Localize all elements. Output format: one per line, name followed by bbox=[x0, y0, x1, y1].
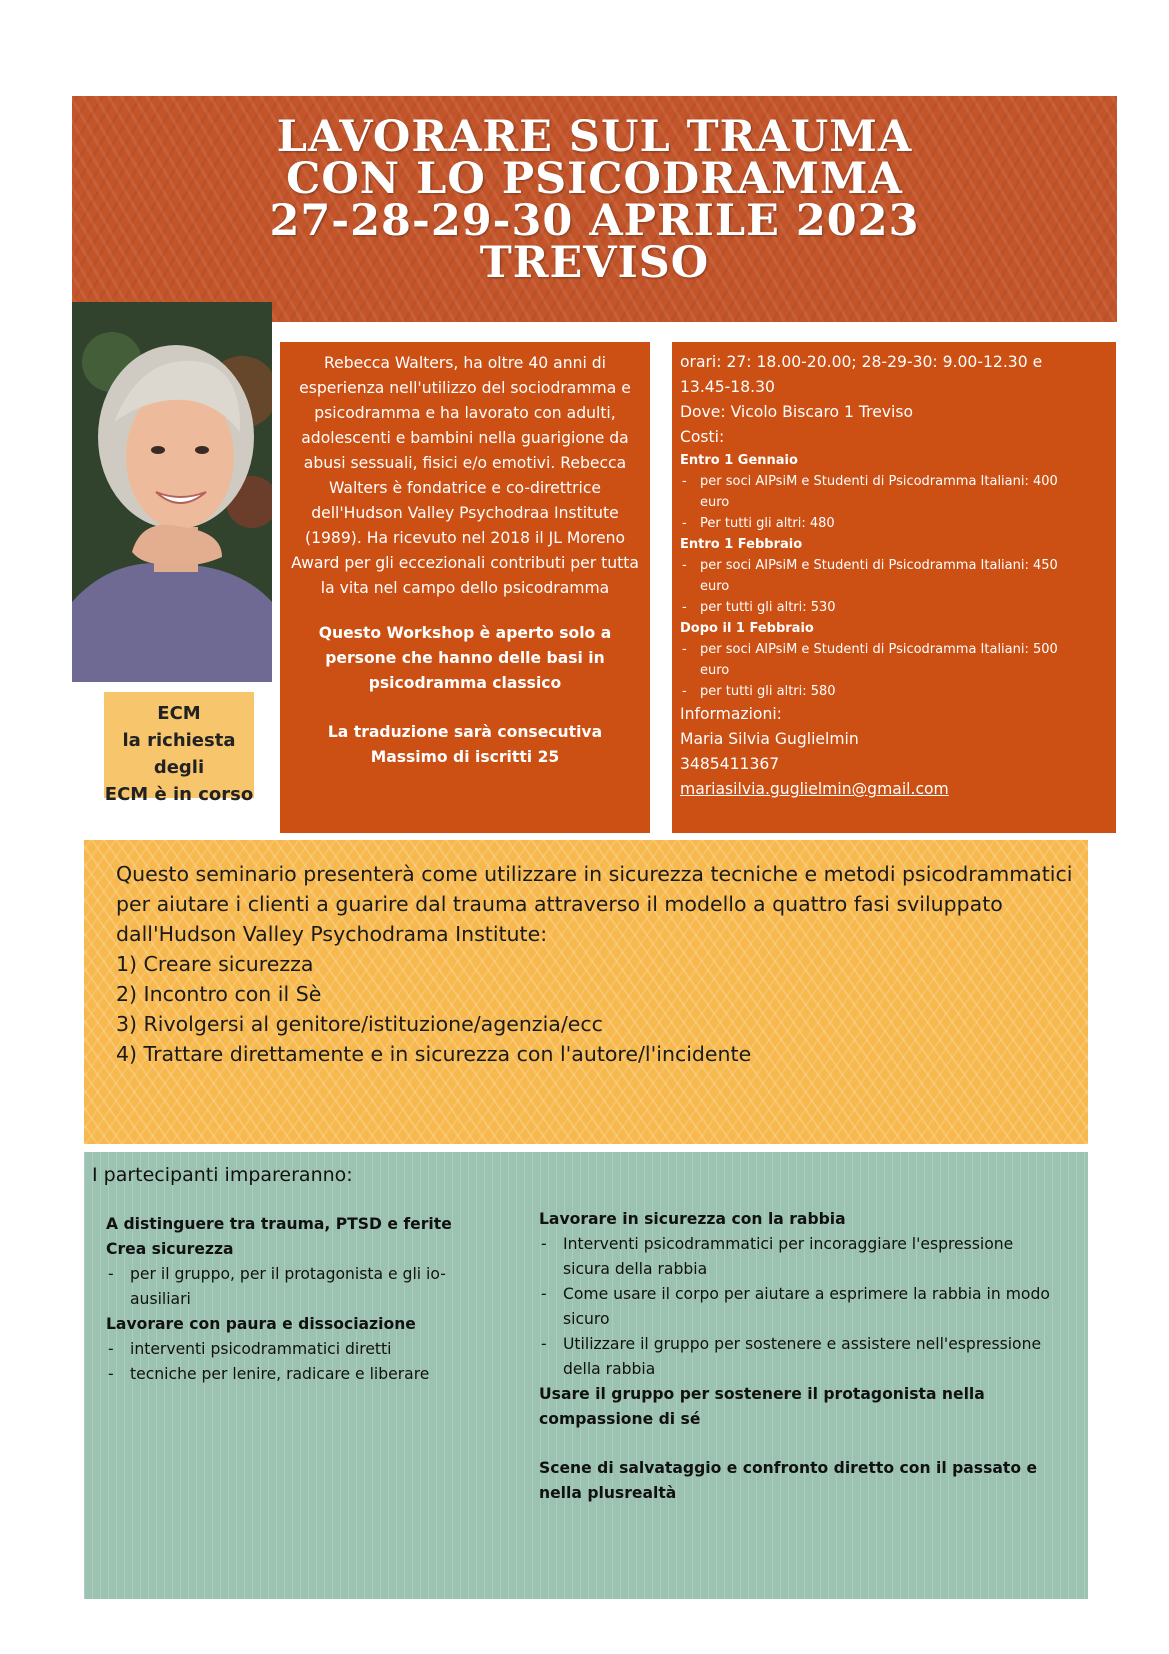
learning-column-left bbox=[106, 1212, 486, 1387]
learning-item: - Utilizzare il gruppo per sostenere e assistere nell'espressione della rabbia bbox=[539, 1332, 1059, 1382]
learning-heading: Lavorare in sicurezza con la rabbia bbox=[539, 1210, 846, 1228]
title-banner bbox=[72, 96, 1117, 322]
schedule-line-1: orari: 27: 18.00-20.00; 28-29-30: 9.00-12.30 e bbox=[680, 353, 1043, 371]
price-tier-others: - Per tutti gli altri: 480 bbox=[680, 513, 1106, 534]
learning-heading: Scene di salvataggio e confronto diretto con il passato e nella plusrealtà bbox=[539, 1459, 1038, 1502]
speaker-photo bbox=[72, 302, 272, 682]
contact-name: Maria Silvia Guglielmin bbox=[680, 730, 859, 748]
learning-item: - Interventi psicodrammatici per incoraggiare l'espressione sicura della rabbia bbox=[539, 1232, 1059, 1282]
event-info-box bbox=[672, 342, 1116, 833]
learning-heading: Lavorare con paura e dissociazione bbox=[106, 1315, 416, 1333]
costs-label: Costi: bbox=[680, 428, 725, 446]
ecm-title: ECM bbox=[157, 703, 201, 724]
contact-phone: 3485411367 bbox=[680, 755, 780, 773]
ecm-line-2: la richiesta degli bbox=[122, 730, 236, 778]
learning-item: - Come usare il corpo per aiutare a esprimere la rabbia in modo sicuro bbox=[539, 1282, 1059, 1332]
ecm-line-3: ECM è in corso bbox=[104, 784, 254, 805]
workshop-requirement-note: Questo Workshop è aperto solo a persone che hanno delle basi in psicodramma classico bbox=[318, 624, 612, 692]
info-label: Informazioni: bbox=[680, 705, 782, 723]
location: Dove: Vicolo Biscaro 1 Treviso bbox=[680, 403, 914, 421]
schedule-line-2: 13.45-18.30 bbox=[680, 378, 775, 396]
learning-heading: A distinguere tra trauma, PTSD e ferite bbox=[106, 1215, 452, 1233]
price-tier-label: Dopo il 1 Febbraio bbox=[680, 621, 814, 636]
learning-item: - tecniche per lenire, radicare e liberare bbox=[106, 1362, 486, 1387]
learning-heading: Usare il gruppo per sostenere il protagonista nella compassione di sé bbox=[539, 1385, 985, 1428]
price-tier-members: - per soci AIPsiM e Studenti di Psicodramma Italiani: 500 bbox=[680, 639, 1106, 660]
price-tier-members-cont: euro bbox=[700, 579, 730, 594]
price-tier-members-cont: euro bbox=[700, 663, 730, 678]
speaker-bio-text: Rebecca Walters, ha oltre 40 anni di esperienza nell'utilizzo del sociodramma e psicodramma e ha lavorato con adulti, adolescenti e bambini nella guarigione da abusi sessuali, fisici e/o emotivi. Rebecca Walters è fondatrice e co-direttrice dell'Hudson Valley Psychodraa Institute (1989). Ha ricevuto nel 2018 il JL Moreno Award per gli eccezionali contributi per tutta la vita nel campo dello psicodramma bbox=[291, 354, 639, 597]
learning-item: - interventi psicodrammatici diretti bbox=[106, 1337, 486, 1362]
price-tier-members: - per soci AIPsiM e Studenti di Psicodramma Italiani: 450 bbox=[680, 555, 1106, 576]
price-tier-members-cont: euro bbox=[700, 495, 730, 510]
learning-title: I partecipanti impareranno: bbox=[92, 1164, 353, 1186]
phase-item: 1) Creare sicurezza bbox=[116, 952, 314, 976]
price-tier-others: - per tutti gli altri: 580 bbox=[680, 681, 1106, 702]
price-tier-label: Entro 1 Febbraio bbox=[680, 537, 803, 552]
phase-item: 4) Trattare direttamente e in sicurezza con l'autore/l'incidente bbox=[116, 1042, 752, 1066]
seminar-description-box bbox=[84, 840, 1088, 1144]
price-tier-label: Entro 1 Gennaio bbox=[680, 453, 798, 468]
speaker-bio-box bbox=[280, 342, 650, 833]
price-tier-members: - per soci AIPsiM e Studenti di Psicodramma Italiani: 400 bbox=[680, 471, 1106, 492]
max-participants-note: Massimo di iscritti 25 bbox=[370, 748, 560, 766]
title-line-3: 27-28-29-30 APRILE 2023 bbox=[269, 196, 920, 246]
learning-outcomes-box bbox=[84, 1152, 1088, 1599]
phase-item: 3) Rivolgersi al genitore/istituzione/agenzia/ecc bbox=[116, 1012, 603, 1036]
contact-email-link[interactable]: mariasilvia.guglielmin@gmail.com bbox=[680, 780, 949, 798]
learning-item: - per il gruppo, per il protagonista e gli io-ausiliari bbox=[106, 1262, 486, 1312]
translation-note: La traduzione sarà consecutiva bbox=[327, 723, 603, 741]
price-tier-others: - per tutti gli altri: 530 bbox=[680, 597, 1106, 618]
seminar-intro: Questo seminario presenterà come utilizzare in sicurezza tecniche e metodi psicodrammatici per aiutare i clienti a guarire dal trauma attraverso il modello a quattro fasi sviluppato dall'Hudson Valley Psychodrama Institute: bbox=[116, 862, 1073, 946]
phase-item: 2) Incontro con il Sè bbox=[116, 982, 322, 1006]
ecm-badge bbox=[104, 692, 254, 805]
title-line-1: LAVORARE SUL TRAUMA bbox=[276, 112, 913, 162]
spacer bbox=[539, 1432, 1059, 1456]
title-line-2: CON LO PSICODRAMMA bbox=[286, 154, 903, 204]
learning-column-right bbox=[539, 1207, 1059, 1506]
title-line-4: TREVISO bbox=[479, 238, 710, 288]
learning-heading: Crea sicurezza bbox=[106, 1240, 234, 1258]
